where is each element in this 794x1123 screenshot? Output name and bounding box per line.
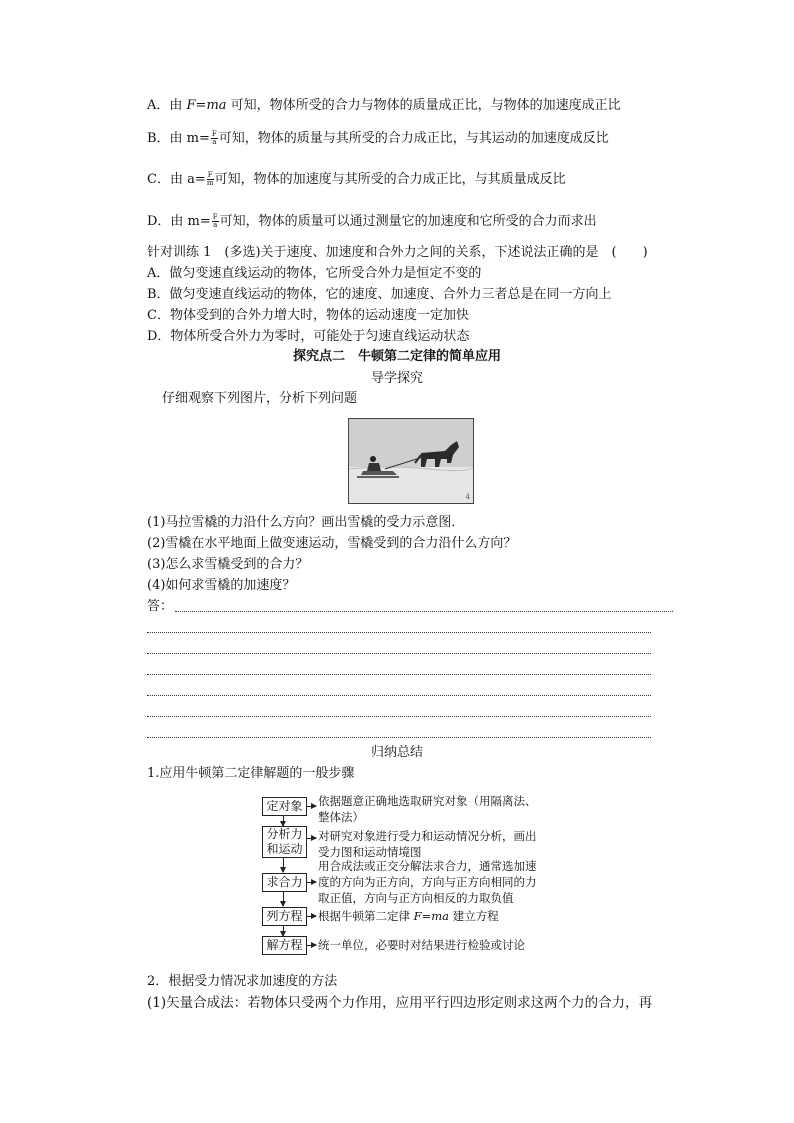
answer-line[interactable] xyxy=(147,674,651,675)
question-3: (3)怎么求雪橇受到的合力？ xyxy=(147,557,309,572)
practice-option-c: C．物体受到的合外力增大时，物体的运动速度一定加快 xyxy=(147,308,469,323)
answer-line[interactable] xyxy=(147,653,651,654)
flow-text-analyze: 对研究对象进行受力和运动情况分析，画出 受力图和运动情境图 xyxy=(318,829,537,859)
question-2: (2)雪橇在水平地面上做变速运动，雪橇受到的合力沿什么方向？ xyxy=(147,536,517,551)
formula-f-ma: F=ma xyxy=(186,98,227,113)
photo-caption: 4 xyxy=(465,493,470,501)
answer-line[interactable] xyxy=(175,611,673,612)
flow-box-analyze: 分析力 和运动 xyxy=(262,826,307,858)
summary-title: 归纳总结 xyxy=(370,745,423,760)
flow-box-equation: 列方程 xyxy=(262,907,307,926)
flow-text-equation: 根据牛顿第二定律 F=ma 建立方程 xyxy=(318,909,499,923)
flow-box-define-object: 定对象 xyxy=(262,797,307,816)
down-arrow-icon xyxy=(283,816,284,826)
arrow-icon xyxy=(306,882,316,883)
steps-heading: 1.应用牛顿第二定律解题的一般步骤 xyxy=(147,766,355,781)
horse-sled-photo xyxy=(348,418,474,504)
flow-text-define-object: 依据题意正确地选取研究对象（用隔离法、 整体法） xyxy=(318,794,537,824)
answer-label: 答： xyxy=(147,599,174,614)
method-1: (1)矢量合成法：若物体只受两个力作用，应用平行四边形定则求这两个力的合力，再 xyxy=(147,995,653,1011)
flow-text-solve: 统一单位，必要时对结果进行检验或讨论 xyxy=(318,938,525,952)
option-d: D．由 m= $\frac{F}{a}$ 可知，物体的质量可以通过测量它的加速度和它所受的合力而求出 xyxy=(147,213,597,229)
arrow-icon xyxy=(306,838,316,839)
flow-text-resultant: 用合成法或正交分解法求合力，通常选加速 度的方向为正方向，方向与正方向相同的力 取正值，方向与正方向相反的力取负值 xyxy=(318,859,537,905)
section-title: 探究点二 牛顿第二定律的简单应用 xyxy=(292,349,501,364)
answer-line[interactable] xyxy=(147,716,651,717)
option-c: C．由 a= $\frac{F}{m}$ 可知，物体的加速度与其所受的合力成正比，与其质量成反比 xyxy=(147,171,566,187)
question-4: (4)如何求雪橇的加速度？ xyxy=(147,578,296,593)
flow-box-resultant: 求合力 xyxy=(262,873,307,892)
answer-line[interactable] xyxy=(147,695,651,696)
fraction-f-over-a: $\frac{F}{a}$ xyxy=(212,213,218,229)
down-arrow-icon xyxy=(283,858,284,872)
horse-sled-illustration xyxy=(349,419,473,503)
arrow-icon xyxy=(306,806,316,807)
practice-option-b: B．做匀变速直线运动的物体，它的速度、加速度、合外力三者总是在同一方向上 xyxy=(147,287,612,302)
answer-line[interactable] xyxy=(147,632,651,633)
option-b: B．由 m= $\frac{F}{a}$ 可知，物体的质量与其所受的合力成正比，与其运动的加速度成反比 xyxy=(147,130,609,146)
practice-option-d: D．物体所受合外力为零时，可能处于匀速直线运动状态 xyxy=(147,329,470,344)
flow-box-solve: 解方程 xyxy=(262,936,307,955)
fraction-f-over-a: $\frac{F}{a}$ xyxy=(211,130,217,146)
arrow-icon xyxy=(306,945,316,946)
answer-line[interactable] xyxy=(147,737,651,738)
question-1: (1)马拉雪橇的力沿什么方向？画出雪橇的受力示意图． xyxy=(147,515,465,530)
fraction-f-over-m: $\frac{F}{m}$ xyxy=(206,171,214,187)
down-arrow-icon xyxy=(283,892,284,906)
section-subtitle: 导学探究 xyxy=(370,371,423,386)
arrow-icon xyxy=(306,916,316,917)
option-a: A．由 F=ma 可知，物体所受的合力与物体的质量成正比，与物体的加速度成正比 xyxy=(147,98,621,113)
practice-question: 针对训练 1 (多选)关于速度、加速度和合外力之间的关系，下述说法正确的是 ( ) xyxy=(147,245,648,260)
section-intro: 仔细观察下列图片，分析下列问题 xyxy=(162,391,358,406)
down-arrow-icon xyxy=(283,926,284,936)
method-heading: 2．根据受力情况求加速度的方法 xyxy=(147,974,338,989)
practice-option-a: A．做匀变速直线运动的物体，它所受合外力是恒定不变的 xyxy=(147,266,482,281)
